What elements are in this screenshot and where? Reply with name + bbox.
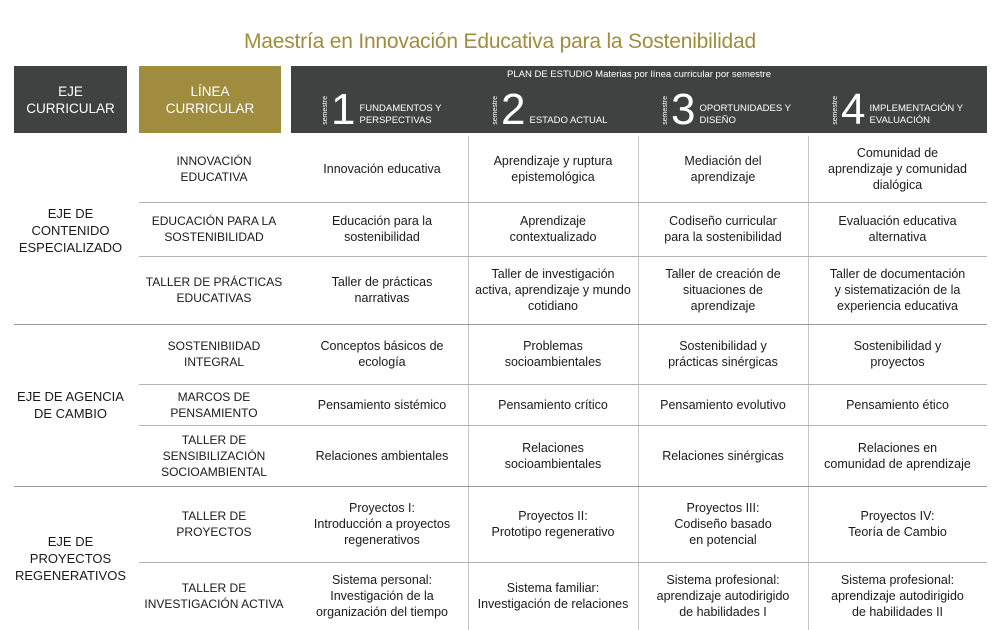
eje-name <box>14 136 127 324</box>
subject-cell: Conceptos básicos de ecología <box>320 339 444 369</box>
eje-name-text: EJE DE PROYECTOS REGENERATIVOS <box>14 533 126 583</box>
subject-cell: Sistema profesional: aprendizaje autodirigido de habilidades I <box>656 573 790 619</box>
subject-cell: Pensamiento crítico <box>498 397 608 412</box>
subject-cell: Taller de documentación y sistematización de la experiencia educativa <box>829 267 966 313</box>
subject-cell: Sostenibilidad y proyectos <box>853 339 942 369</box>
subject-cell: Codiseño curricular para la sostenibilidad <box>664 214 782 244</box>
subject-cell: Sistema profesional: aprendizaje autodirigido de habilidades II <box>831 573 964 619</box>
linea-curricular-cell: INNOVACIÓN EDUCATIVA <box>176 154 252 184</box>
semester-number: 1 <box>331 85 356 134</box>
semester-4-header <box>832 85 964 134</box>
semester-2-header <box>492 85 608 134</box>
subject-cell: Pensamiento evolutivo <box>660 397 786 412</box>
subject-cell: Aprendizaje contextualizado <box>509 214 597 244</box>
subject-cell: Proyectos I: Introducción a proyectos regenerativos <box>313 501 451 547</box>
semester-word: semestre <box>662 96 669 125</box>
semester-1-header <box>322 85 442 134</box>
linea-curricular-cell: MARCOS DE PENSAMIENTO <box>170 389 258 420</box>
semester-number: 3 <box>671 85 696 134</box>
subject-cell: Sistema personal: Investigación de la organización del tiempo <box>315 573 449 619</box>
semester-word: semestre <box>322 96 329 125</box>
linea-curricular-cell: EDUCACIÓN PARA LA SOSTENIBILIDAD <box>151 214 277 244</box>
semester-word: semestre <box>832 96 839 125</box>
eje-name-text: EJE DE AGENCIA DE CAMBIO <box>17 389 124 421</box>
semester-name: OPORTUNIDADES Y DISEÑO <box>699 103 791 126</box>
subject-cell: Relaciones sinérgicas <box>662 448 784 463</box>
subject-cell: Relaciones en comunidad de aprendizaje <box>824 440 971 471</box>
page-title: Maestría en Innovación Educativa para la Sostenibilidad <box>244 30 756 53</box>
semester-number: 2 <box>501 85 526 134</box>
subject-cell: Pensamiento sistémico <box>317 397 447 412</box>
subject-cell: Pensamiento ético <box>846 397 949 412</box>
semester-name: FUNDAMENTOS Y PERSPECTIVAS <box>359 103 442 126</box>
header-linea-curricular <box>139 66 281 133</box>
linea-curricular-cell: TALLER DE INVESTIGACIÓN ACTIVA <box>144 581 284 611</box>
subject-cell: Taller de creación de situaciones de aprendizaje <box>665 267 781 313</box>
subject-cell: Sistema familiar: Investigación de relaciones <box>477 581 629 611</box>
eje-name <box>14 486 127 630</box>
subject-cell: Problemas socioambientales <box>504 339 602 369</box>
header-plan-de-estudio <box>291 66 987 133</box>
subject-cell: Proyectos IV: Teoría de Cambio <box>848 509 947 539</box>
semester-name: ESTADO ACTUAL <box>529 115 608 126</box>
subject-cell: Taller de investigación activa, aprendizaje y mundo cotidiano <box>475 267 631 313</box>
semester-number: 4 <box>841 85 866 134</box>
semester-name: IMPLEMENTACIÓN Y EVALUACIÓN <box>869 103 964 126</box>
linea-curricular-cell: TALLER DE PRÁCTICAS EDUCATIVAS <box>145 275 283 305</box>
subject-cell: Aprendizaje y ruptura epistemológica <box>493 154 613 184</box>
linea-curricular-cell: SOSTENIBIIDAD INTEGRAL <box>167 339 261 369</box>
subject-cell: Comunidad de aprendizaje y comunidad dialógica <box>828 146 967 192</box>
semester-3-header <box>662 85 791 134</box>
eje-name-text: EJE DE CONTENIDO ESPECIALIZADO <box>18 205 123 255</box>
plan-label: PLAN DE ESTUDIO Materias por línea curricular por semestre <box>507 69 771 80</box>
subject-cell: Relaciones ambientales <box>315 448 449 463</box>
subject-cell: Evaluación educativa alternativa <box>838 214 957 244</box>
subject-cell: Relaciones socioambientales <box>504 440 602 471</box>
subject-cell: Educación para la sostenibilidad <box>331 214 433 244</box>
header-eje-curricular <box>14 66 127 133</box>
subject-cell: Proyectos II: Prototipo regenerativo <box>491 509 615 539</box>
semester-word: semestre <box>492 96 499 125</box>
linea-curricular-cell: TALLER DE PROYECTOS <box>176 509 252 539</box>
eje-name <box>14 324 127 486</box>
header-eje-label: EJE CURRICULAR <box>26 83 115 116</box>
subject-cell: Sostenibilidad y prácticas sinérgicas <box>668 339 778 369</box>
subject-cell: Innovación educativa <box>323 162 441 176</box>
subject-cell: Taller de prácticas narrativas <box>331 275 433 305</box>
header-linea-label: LÍNEA CURRICULAR <box>165 83 255 116</box>
linea-curricular-cell: TALLER DE SENSIBILIZACIÓN SOCIOAMBIENTAL <box>161 432 267 479</box>
subject-cell: Proyectos III: Codiseño basado en potencial <box>674 501 772 547</box>
subject-cell: Mediación del aprendizaje <box>684 154 762 184</box>
